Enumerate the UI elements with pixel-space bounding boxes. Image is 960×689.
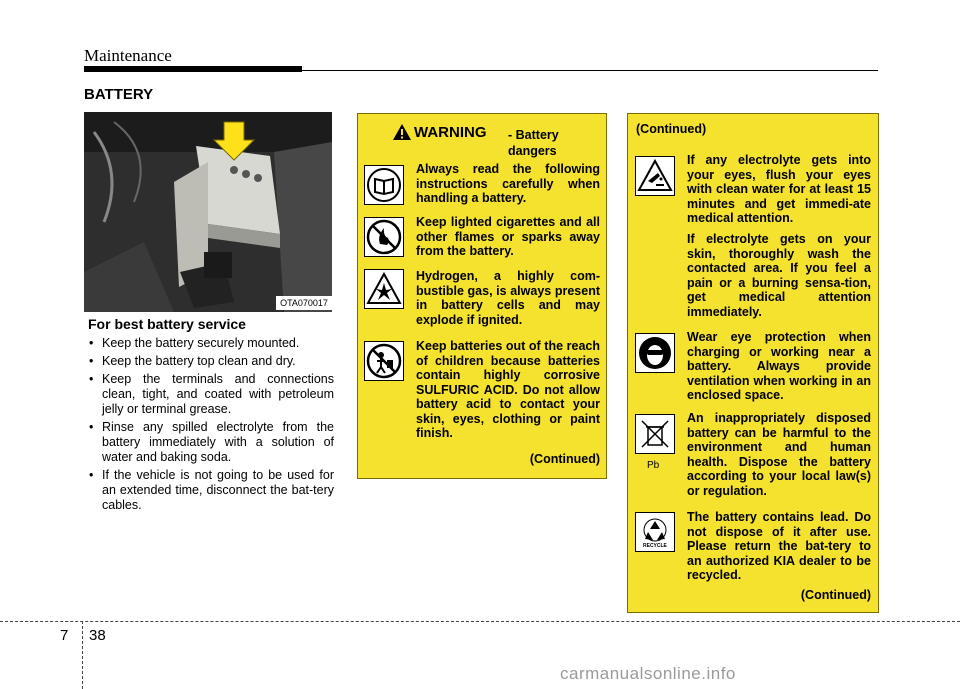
battery-photo-illustration: [84, 112, 332, 312]
photo-code: OTA070017: [276, 296, 332, 310]
list-item: • Keep the battery top clean and dry.: [88, 354, 334, 369]
warning-p4: Keep batteries out of the reach of children because batteries contain highly corrosive SULFURIC ACID. Do not allow battery acid to contact your skin, eyes, clothing or paint finish.: [416, 339, 600, 440]
list-item: • Keep the battery securely mounted.: [88, 336, 334, 351]
warning-p1: Always read the following instructions carefully when handling a battery.: [416, 162, 600, 205]
read-manual-icon: [364, 165, 404, 205]
no-flames-icon: [364, 217, 404, 257]
pb-label: Pb: [647, 460, 660, 471]
keep-away-children-icon: [364, 341, 404, 381]
continued-p3: Wear eye protection when charging or working near a battery. Always provide ventilation when working in an enclosed space.: [687, 330, 871, 402]
section-title: Maintenance: [84, 46, 172, 65]
best-service-title: For best battery service: [88, 316, 246, 332]
continued-box: [627, 113, 879, 613]
battery-photo: [84, 112, 332, 312]
page-number: 38: [89, 627, 106, 644]
recycle-label: RECYCLE: [643, 543, 667, 549]
chapter-number: 7: [60, 627, 69, 644]
header-rule-thin: [302, 70, 878, 71]
warning-continued: (Continued): [529, 452, 600, 466]
best-service-list: [88, 336, 334, 516]
eye-protection-icon: [635, 333, 675, 373]
footer-vertical-divider: [82, 621, 83, 689]
warning-subtitle: - Battery dangers: [508, 128, 559, 158]
eye-flush-icon: [635, 156, 675, 196]
list-item: • If the vehicle is not going to be used for an extended time, disconnect the bat-tery cables.: [88, 468, 334, 513]
warning-triangle-icon: [392, 123, 412, 141]
warning-p3: Hydrogen, a highly com-bustible gas, is always present in battery cells and may explode if ignited.: [416, 269, 600, 327]
explosion-icon: [364, 269, 404, 309]
continued-p2: If electrolyte gets on your skin, thoroughly wash the contacted area. If you feel a pain or a burning sensa-tion, get medical attention immediately.: [687, 232, 871, 319]
continued-p4: An inappropriately disposed battery can be harmful to the environment and human health. Dispose the battery according to your local law(s) or regulation.: [687, 411, 871, 498]
watermark: carmanualsonline.info: [560, 664, 736, 683]
list-item: • Rinse any spilled electrolyte from the battery immediately with a solution of water and baking soda.: [88, 420, 334, 465]
warning-box: [357, 113, 607, 479]
header-rule-thick: [84, 66, 302, 72]
footer-divider: [0, 621, 960, 622]
page-heading: BATTERY: [84, 86, 154, 103]
continued-p1: If any electrolyte gets into your eyes, flush your eyes with clean water for at least 15 minutes and get immedi-ate medical attention.: [687, 153, 871, 225]
continued-p5: The battery contains lead. Do not dispose of it after use. Please return the bat-tery to an authorized KIA dealer to be recycled.: [687, 510, 871, 582]
no-trash-disposal-icon: [635, 414, 675, 454]
list-item: • Keep the terminals and connections clean, tight, and coated with petroleum jelly or terminal grease.: [88, 372, 334, 417]
continued-top-label: (Continued): [636, 122, 707, 136]
warning-p2: Keep lighted cigarettes and all other flames or sparks away from the battery.: [416, 215, 600, 258]
warning-title: WARNING: [414, 124, 487, 141]
continued-bottom-label: (Continued): [800, 588, 871, 602]
